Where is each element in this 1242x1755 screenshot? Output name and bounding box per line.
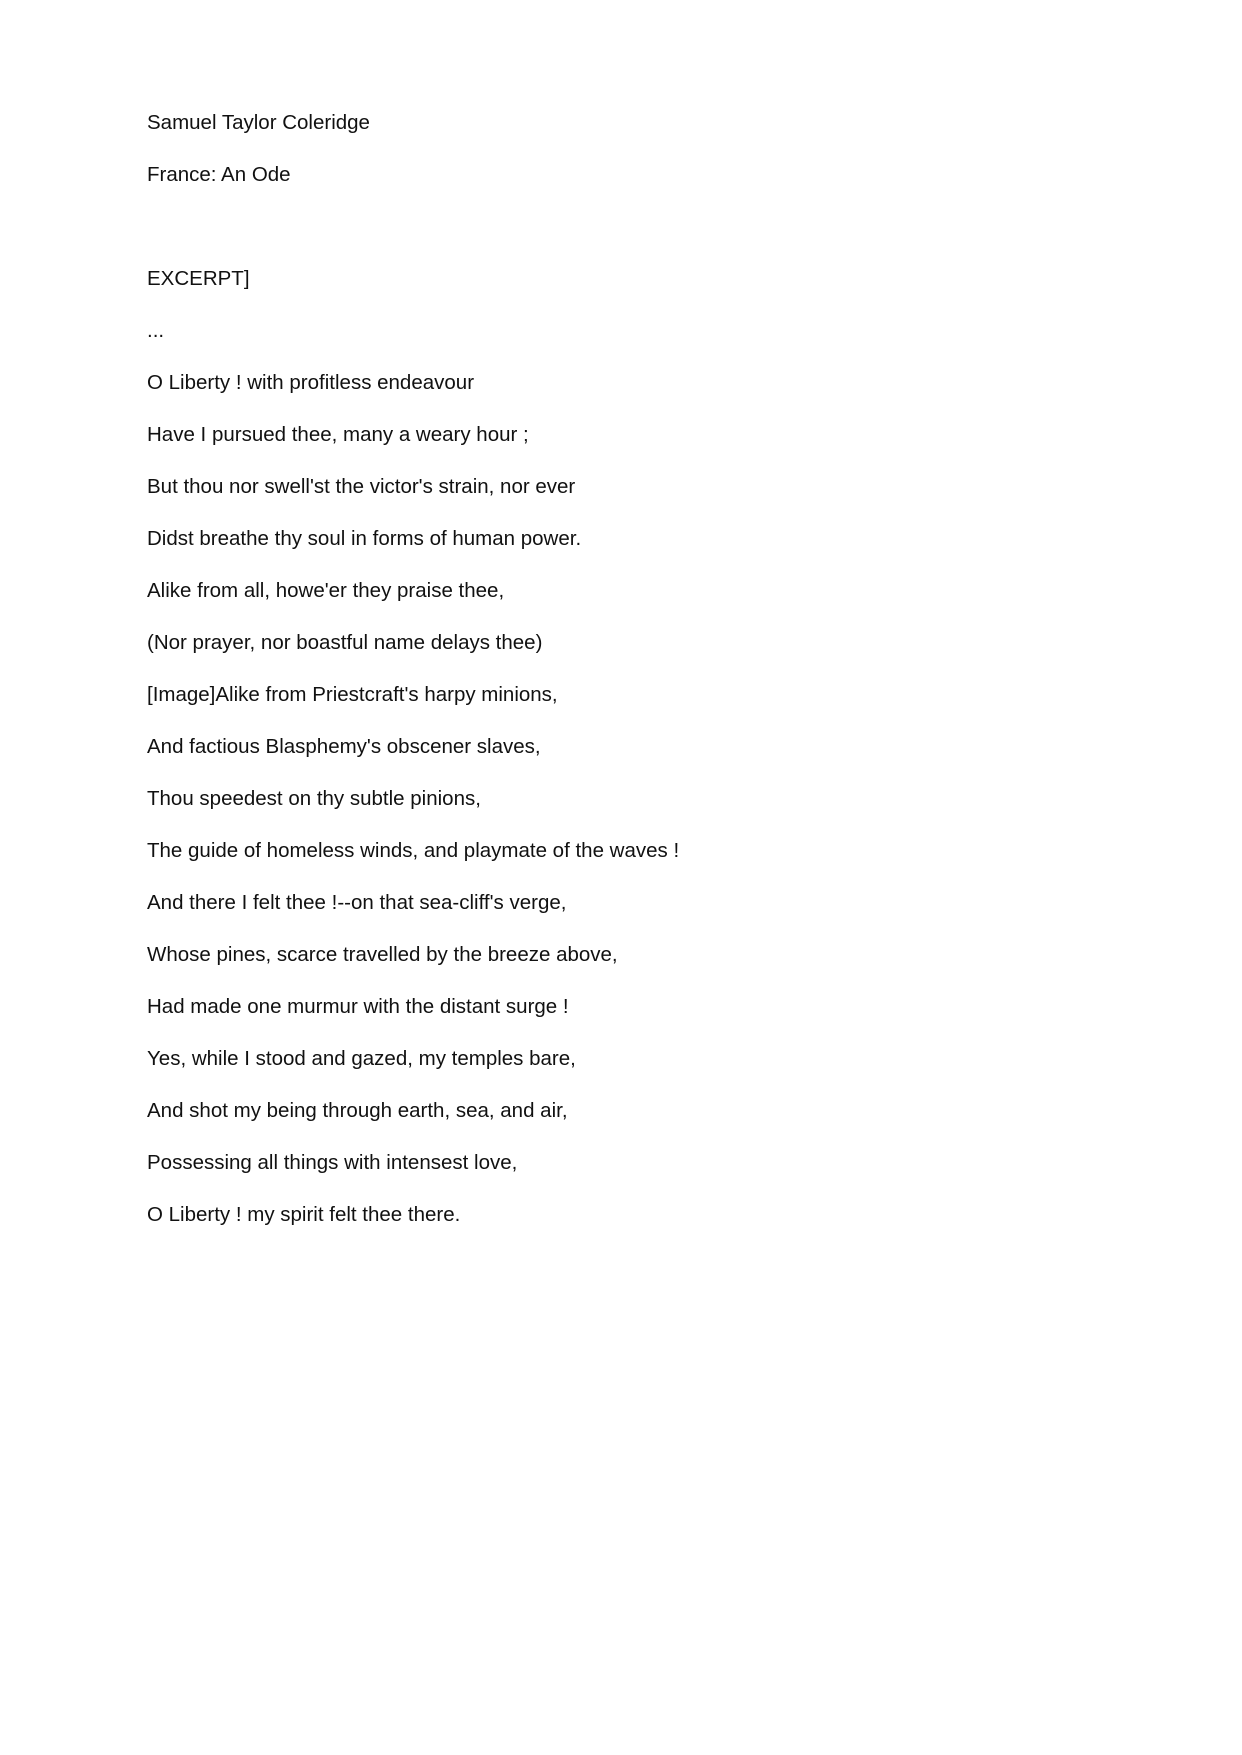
poem-line: O Liberty ! my spirit felt thee there. [147,1203,461,1226]
poem-line: [Image]Alike from Priestcraft's harpy minions, [147,683,558,706]
document-body [147,110,1147,1254]
poem-line: And there I felt thee !--on that sea-cliff's verge, [147,891,567,914]
poem-line: Didst breathe thy soul in forms of human power. [147,527,582,550]
poem-line: Whose pines, scarce travelled by the breeze above, [147,943,618,966]
poem-line: And shot my being through earth, sea, and air, [147,1099,568,1122]
poem-line: O Liberty ! with profitless endeavour [147,371,475,394]
poem-line: (Nor prayer, nor boastful name delays thee) [147,631,543,654]
poem-line: Thou speedest on thy subtle pinions, [147,787,481,810]
poem-title: France: An Ode [147,163,291,186]
poem-line: Possessing all things with intensest love, [147,1151,518,1174]
poem-line: Yes, while I stood and gazed, my temples bare, [147,1047,576,1070]
poem-line: But thou nor swell'st the victor's strain, nor ever [147,475,576,498]
poem-line: The guide of homeless winds, and playmate of the waves ! [147,839,680,862]
poem-line: And factious Blasphemy's obscener slaves, [147,735,541,758]
poem-line: Had made one murmur with the distant surge ! [147,995,569,1018]
author-name: Samuel Taylor Coleridge [147,111,370,134]
poem-line: Alike from all, howe'er they praise thee, [147,579,505,602]
excerpt-label: EXCERPT] [147,267,250,290]
poem-line: Have I pursued thee, many a weary hour ; [147,423,529,446]
ellipsis: ... [147,319,165,342]
